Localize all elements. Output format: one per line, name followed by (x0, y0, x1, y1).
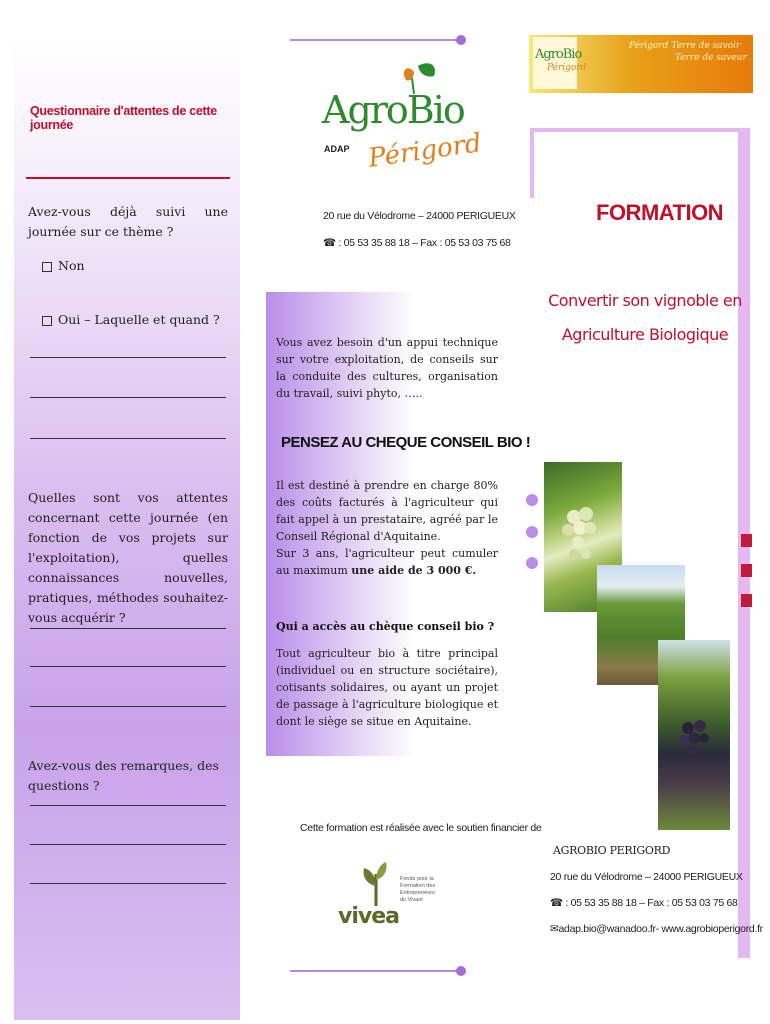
question-remarks: Avez-vous des remarques, des questions ? (28, 758, 219, 793)
option-non-label: Non (58, 258, 85, 273)
sprout-icon (356, 858, 396, 906)
title-frame-left (530, 128, 534, 198)
answer-line[interactable] (30, 357, 226, 358)
option-oui[interactable] (42, 310, 220, 330)
org-phone: ☎ : 05 53 35 88 18 – Fax : 05 53 03 75 68 (550, 897, 738, 909)
funding-note: Cette formation est réalisée avec le soutien financier de (300, 822, 542, 834)
checkbox-oui[interactable] (42, 316, 52, 326)
cheque-amount: une aide de 3 000 €. (351, 564, 477, 577)
vivea-logo (338, 858, 438, 944)
answer-line[interactable] (30, 397, 226, 398)
top-decor-dot (456, 35, 466, 45)
logo-adap-text: ADAP (324, 144, 350, 154)
option-oui-label: Oui – Laquelle et quand ? (58, 312, 220, 327)
decor-dot (526, 526, 538, 538)
formation-subtitle-line-1: Convertir son vignoble en (548, 291, 742, 310)
banner-logo-sub: Périgord (547, 63, 587, 73)
checkbox-non[interactable] (42, 262, 52, 272)
top-decor-line (290, 39, 458, 41)
formation-subtitle (540, 284, 750, 352)
answer-line[interactable] (30, 706, 226, 707)
formation-subtitle-line-2: Agriculture Biologique (561, 325, 729, 344)
org-name: AGROBIO PERIGORD (553, 844, 671, 857)
question-previous-day: Avez-vous déjà suivi une journée sur ce thème ? (28, 204, 228, 239)
answer-line[interactable] (30, 805, 226, 806)
banner-slogan-2: Terre de saveur (675, 53, 747, 63)
access-paragraph: Tout agriculteur bio à titre principal (individuel ou en structure sociétaire), cotisants solidaires, ou ayant un projet de passage à l'agriculture biologique et dont le siège se situe en Aquitaine. (276, 647, 498, 728)
logo-main-text: AgroBio (322, 88, 464, 132)
cheque-title: PENSEZ AU CHEQUE CONSEIL BIO ! (281, 434, 531, 451)
intro-text: Vous avez besoin d'un appui technique sur votre exploitation, de conseils sur la conduite des cultures, organisation du travail, suivi phyto, ….. (276, 336, 498, 400)
answer-line[interactable] (30, 666, 226, 667)
org-email-web[interactable]: ✉adap.bio@wanadoo.fr- www.agrobioperigord.fr (550, 923, 763, 935)
formation-title: FORMATION (596, 200, 724, 225)
org-address: 20 rue du Vélodrome – 24000 PERIGUEUX (550, 871, 743, 883)
bottom-decor-line (290, 970, 458, 972)
bottom-decor-dot (456, 966, 466, 976)
questionnaire-title: Questionnaire d'attentes de cette journée (30, 104, 217, 132)
answer-line[interactable] (30, 628, 226, 629)
title-frame-top (530, 128, 750, 132)
question-expectations: Quelles sont vos attentes concernant cette journée (en fonction de vos projets sur l'exploitation), quelles connaissances nouvelles, pratiques, méthodes souhaitez-vous acquérir ? (28, 490, 228, 625)
title-divider (26, 177, 230, 179)
cheque-paragraph-1: Il est destiné à prendre en charge 80% des coûts facturés à l'agriculteur qui fait appel à un prestataire, agréé par le Conseil Régional d'Aquitaine. (276, 479, 498, 543)
decor-dot (526, 494, 538, 506)
agrobio-logo (322, 58, 484, 188)
decor-square (741, 534, 752, 547)
cheque-paragraph-2 (276, 545, 498, 579)
banner-logo-main: AgroBio (535, 47, 582, 62)
header-banner (529, 35, 753, 93)
dark-grape-bunch-icon (658, 640, 730, 830)
logo-sub-text: Périgord (366, 128, 484, 174)
decor-square (741, 564, 752, 577)
black-grapes-photo (658, 640, 730, 830)
center-address: 20 rue du Vélodrome – 24000 PERIGUEUX (323, 210, 516, 222)
vivea-tagline: Fonds pour la Formation des Entrepreneurs du Vivant (400, 876, 436, 903)
answer-line[interactable] (30, 883, 226, 884)
decor-dot (526, 557, 538, 569)
answer-line[interactable] (30, 844, 226, 845)
access-title: Qui a accès au chèque conseil bio ? (276, 620, 495, 633)
option-non[interactable] (42, 256, 85, 276)
banner-slogan-1: Périgord Terre de savoir (629, 41, 741, 51)
cheque-paragraph-2-text: Sur 3 ans, l'agriculteur peut cumuler au maximum (276, 547, 498, 577)
center-phone: ☎ : 05 53 35 88 18 – Fax : 05 53 03 75 68 (323, 237, 511, 249)
decor-square (741, 594, 752, 607)
answer-line[interactable] (30, 438, 226, 439)
vivea-name: vivea (338, 904, 399, 929)
